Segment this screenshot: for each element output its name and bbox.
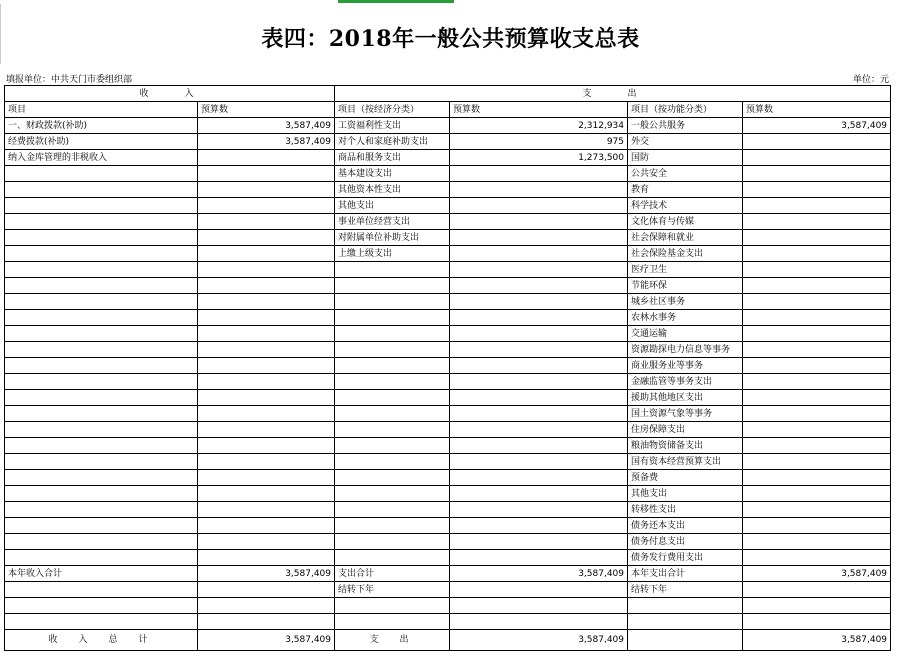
income-item-cell — [5, 406, 198, 422]
income-item-cell — [5, 422, 198, 438]
table-row — [5, 390, 891, 406]
func-item-cell: 农林水事务 — [628, 310, 743, 326]
expense-total-value: 3,587,409 — [450, 630, 628, 651]
table-row — [5, 166, 891, 182]
func-budget-cell — [743, 486, 891, 502]
col-func-budget: 预算数 — [743, 102, 891, 118]
income-budget-cell — [198, 406, 335, 422]
income-item-cell — [5, 310, 198, 326]
table-row — [5, 342, 891, 358]
table-row — [5, 358, 891, 374]
income-item-cell — [5, 518, 198, 534]
func-budget-cell — [743, 502, 891, 518]
econ-item-cell — [335, 454, 450, 470]
income-budget-cell — [198, 614, 335, 630]
col-econ-item: 项目（按经济分类） — [335, 102, 450, 118]
income-item-cell — [5, 470, 198, 486]
income-budget-cell — [198, 166, 335, 182]
econ-item-cell — [335, 502, 450, 518]
func-item-cell: 粮油物资储备支出 — [628, 438, 743, 454]
func-item-cell: 金融监管等事务支出 — [628, 374, 743, 390]
econ-item-cell: 其他支出 — [335, 198, 450, 214]
income-budget-cell — [198, 582, 335, 598]
table-row — [5, 582, 891, 598]
func-total-label — [628, 630, 743, 651]
econ-budget-cell — [450, 598, 628, 614]
func-budget-cell — [743, 294, 891, 310]
expense-section-header: 支 出 — [335, 86, 891, 102]
econ-budget-cell: 2,312,934 — [450, 118, 628, 134]
econ-budget-cell — [450, 278, 628, 294]
func-budget-cell — [743, 422, 891, 438]
income-budget-cell — [198, 342, 335, 358]
budget-table — [4, 85, 891, 651]
func-budget-cell — [743, 550, 891, 566]
func-budget-cell — [743, 534, 891, 550]
section-header-row — [5, 86, 891, 102]
income-budget-cell — [198, 230, 335, 246]
econ-item-cell — [335, 358, 450, 374]
econ-item-cell — [335, 486, 450, 502]
func-item-cell — [628, 614, 743, 630]
func-budget-cell — [743, 358, 891, 374]
econ-item-cell: 基本建设支出 — [335, 166, 450, 182]
func-budget-cell — [743, 438, 891, 454]
func-item-cell: 教育 — [628, 182, 743, 198]
income-budget-cell — [198, 278, 335, 294]
func-item-cell: 城乡社区事务 — [628, 294, 743, 310]
econ-item-cell: 对个人和家庭补助支出 — [335, 134, 450, 150]
econ-item-cell — [335, 422, 450, 438]
table-row — [5, 406, 891, 422]
table-row — [5, 278, 891, 294]
income-budget-cell: 3,587,409 — [198, 118, 335, 134]
income-budget-cell — [198, 598, 335, 614]
econ-item-cell — [335, 598, 450, 614]
income-item-cell — [5, 246, 198, 262]
func-item-cell: 国有资本经营预算支出 — [628, 454, 743, 470]
table-row — [5, 230, 891, 246]
econ-budget-cell — [450, 422, 628, 438]
col-income-budget: 预算数 — [198, 102, 335, 118]
income-section-header: 收 入 — [5, 86, 335, 102]
table-row — [5, 438, 891, 454]
econ-item-cell — [335, 262, 450, 278]
col-income-item: 项目 — [5, 102, 198, 118]
econ-item-cell — [335, 342, 450, 358]
func-item-cell: 文化体育与传媒 — [628, 214, 743, 230]
func-item-cell: 债务还本支出 — [628, 518, 743, 534]
econ-budget-cell — [450, 614, 628, 630]
econ-budget-cell — [450, 486, 628, 502]
func-item-cell: 援助其他地区支出 — [628, 390, 743, 406]
income-item-cell — [5, 582, 198, 598]
econ-item-cell: 事业单位经营支出 — [335, 214, 450, 230]
income-budget-cell — [198, 294, 335, 310]
econ-item-cell — [335, 278, 450, 294]
income-item-cell: 纳入金库管理的非税收入 — [5, 150, 198, 166]
econ-item-cell — [335, 614, 450, 630]
income-item-cell — [5, 214, 198, 230]
func-budget-cell — [743, 390, 891, 406]
func-item-cell: 转移性支出 — [628, 502, 743, 518]
table-row — [5, 118, 891, 134]
econ-item-cell: 其他资本性支出 — [335, 182, 450, 198]
func-budget-cell: 3,587,409 — [743, 566, 891, 582]
page-title: 表四：2018年一般公共预算收支总表 — [261, 26, 640, 52]
table-row — [5, 150, 891, 166]
func-item-cell: 住房保障支出 — [628, 422, 743, 438]
income-budget-cell — [198, 198, 335, 214]
econ-item-cell — [335, 310, 450, 326]
func-budget-cell — [743, 150, 891, 166]
currency-unit: 单位：元 — [852, 75, 889, 85]
table-row — [5, 518, 891, 534]
income-item-cell — [5, 454, 198, 470]
column-header-row — [5, 102, 891, 118]
func-budget-cell — [743, 278, 891, 294]
func-budget-cell — [743, 326, 891, 342]
func-budget-cell — [743, 470, 891, 486]
func-item-cell: 本年支出合计 — [628, 566, 743, 582]
func-item-cell: 外交 — [628, 134, 743, 150]
income-budget-cell — [198, 262, 335, 278]
income-budget-cell — [198, 486, 335, 502]
econ-budget-cell — [450, 470, 628, 486]
func-budget-cell — [743, 374, 891, 390]
func-item-cell: 一般公共服务 — [628, 118, 743, 134]
func-budget-cell — [743, 134, 891, 150]
econ-item-cell — [335, 438, 450, 454]
func-budget-cell: 3,587,409 — [743, 118, 891, 134]
econ-item-cell — [335, 534, 450, 550]
income-item-cell — [5, 166, 198, 182]
income-item-cell — [5, 198, 198, 214]
income-budget-cell — [198, 150, 335, 166]
econ-budget-cell — [450, 454, 628, 470]
func-budget-cell — [743, 342, 891, 358]
income-item-cell — [5, 326, 198, 342]
func-budget-cell — [743, 614, 891, 630]
econ-budget-cell — [450, 518, 628, 534]
income-item-cell — [5, 374, 198, 390]
econ-item-cell — [335, 470, 450, 486]
econ-budget-cell — [450, 262, 628, 278]
totals-row — [5, 630, 891, 651]
income-budget-cell — [198, 438, 335, 454]
income-budget-cell: 3,587,409 — [198, 566, 335, 582]
econ-budget-cell — [450, 326, 628, 342]
func-budget-cell — [743, 518, 891, 534]
func-item-cell: 国土资源气象等事务 — [628, 406, 743, 422]
econ-budget-cell: 3,587,409 — [450, 566, 628, 582]
income-budget-cell — [198, 390, 335, 406]
income-budget-cell — [198, 470, 335, 486]
income-item-cell — [5, 502, 198, 518]
income-budget-cell — [198, 246, 335, 262]
table-row — [5, 454, 891, 470]
func-item-cell: 科学技术 — [628, 198, 743, 214]
func-item-cell: 资源勘探电力信息等事务 — [628, 342, 743, 358]
table-row — [5, 182, 891, 198]
econ-item-cell — [335, 374, 450, 390]
table-row — [5, 566, 891, 582]
econ-item-cell — [335, 518, 450, 534]
income-item-cell: 一、财政拨款(补助) — [5, 118, 198, 134]
func-item-cell: 结转下年 — [628, 582, 743, 598]
table-row — [5, 374, 891, 390]
econ-budget-cell — [450, 198, 628, 214]
econ-budget-cell — [450, 438, 628, 454]
table-row — [5, 310, 891, 326]
income-budget-cell — [198, 422, 335, 438]
income-item-cell: 本年收入合计 — [5, 566, 198, 582]
econ-budget-cell — [450, 294, 628, 310]
income-budget-cell — [198, 550, 335, 566]
income-item-cell — [5, 182, 198, 198]
income-item-cell — [5, 486, 198, 502]
func-budget-cell — [743, 406, 891, 422]
table-row — [5, 246, 891, 262]
col-func-item: 项目（按功能分类） — [628, 102, 743, 118]
income-budget-cell — [198, 358, 335, 374]
econ-budget-cell — [450, 582, 628, 598]
income-total-value: 3,587,409 — [198, 630, 335, 651]
econ-budget-cell — [450, 214, 628, 230]
income-item-cell: 经费拨款(补助) — [5, 134, 198, 150]
func-budget-cell — [743, 310, 891, 326]
func-item-cell: 节能环保 — [628, 278, 743, 294]
econ-budget-cell — [450, 358, 628, 374]
income-item-cell — [5, 438, 198, 454]
func-budget-cell — [743, 582, 891, 598]
econ-item-cell — [335, 550, 450, 566]
econ-budget-cell — [450, 246, 628, 262]
func-item-cell: 交通运输 — [628, 326, 743, 342]
income-budget-cell — [198, 518, 335, 534]
func-item-cell: 社会保障和就业 — [628, 230, 743, 246]
income-item-cell — [5, 342, 198, 358]
econ-item-cell: 工资福利性支出 — [335, 118, 450, 134]
table-row — [5, 614, 891, 630]
econ-budget-cell — [450, 550, 628, 566]
econ-item-cell: 对附属单位补助支出 — [335, 230, 450, 246]
income-item-cell — [5, 614, 198, 630]
table-row — [5, 326, 891, 342]
econ-item-cell: 结转下年 — [335, 582, 450, 598]
income-budget-cell — [198, 326, 335, 342]
income-item-cell — [5, 534, 198, 550]
econ-item-cell: 上缴上级支出 — [335, 246, 450, 262]
econ-item-cell — [335, 390, 450, 406]
income-budget-cell: 3,587,409 — [198, 134, 335, 150]
expense-total-label: 支 出 — [335, 630, 450, 651]
income-budget-cell — [198, 182, 335, 198]
table-row — [5, 550, 891, 566]
econ-budget-cell — [450, 534, 628, 550]
econ-budget-cell: 1,273,500 — [450, 150, 628, 166]
func-item-cell: 预备费 — [628, 470, 743, 486]
func-item-cell: 社会保险基金支出 — [628, 246, 743, 262]
func-item-cell: 公共安全 — [628, 166, 743, 182]
func-item-cell: 商业服务业等事务 — [628, 358, 743, 374]
income-budget-cell — [198, 214, 335, 230]
func-budget-cell — [743, 230, 891, 246]
func-item-cell: 医疗卫生 — [628, 262, 743, 278]
func-item-cell: 债务发行费用支出 — [628, 550, 743, 566]
income-item-cell — [5, 358, 198, 374]
econ-budget-cell — [450, 342, 628, 358]
income-item-cell — [5, 230, 198, 246]
func-budget-cell — [743, 454, 891, 470]
econ-budget-cell — [450, 390, 628, 406]
func-budget-cell — [743, 198, 891, 214]
income-item-cell — [5, 294, 198, 310]
func-total-value: 3,587,409 — [743, 630, 891, 651]
func-item-cell: 债务付息支出 — [628, 534, 743, 550]
func-item-cell: 国防 — [628, 150, 743, 166]
econ-budget-cell — [450, 166, 628, 182]
table-row — [5, 470, 891, 486]
econ-budget-cell — [450, 310, 628, 326]
table-row — [5, 502, 891, 518]
income-item-cell — [5, 598, 198, 614]
econ-item-cell: 支出合计 — [335, 566, 450, 582]
table-row — [5, 198, 891, 214]
income-item-cell — [5, 262, 198, 278]
report-unit: 填报单位：中共天门市委组织部 — [6, 75, 133, 85]
func-budget-cell — [743, 166, 891, 182]
func-budget-cell — [743, 262, 891, 278]
func-budget-cell — [743, 598, 891, 614]
table-row — [5, 534, 891, 550]
income-budget-cell — [198, 454, 335, 470]
income-total-label: 收 入 总 计 — [5, 630, 198, 651]
econ-budget-cell — [450, 374, 628, 390]
table-row — [5, 422, 891, 438]
func-budget-cell — [743, 246, 891, 262]
econ-budget-cell — [450, 406, 628, 422]
table-row — [5, 262, 891, 278]
income-budget-cell — [198, 310, 335, 326]
table-row — [5, 294, 891, 310]
income-budget-cell — [198, 374, 335, 390]
income-item-cell — [5, 550, 198, 566]
func-item-cell: 其他支出 — [628, 486, 743, 502]
table-row — [5, 214, 891, 230]
income-budget-cell — [198, 534, 335, 550]
econ-budget-cell: 975 — [450, 134, 628, 150]
econ-item-cell — [335, 326, 450, 342]
econ-budget-cell — [450, 502, 628, 518]
econ-item-cell: 商品和服务支出 — [335, 150, 450, 166]
income-item-cell — [5, 390, 198, 406]
table-row — [5, 598, 891, 614]
col-econ-budget: 预算数 — [450, 102, 628, 118]
func-budget-cell — [743, 214, 891, 230]
income-item-cell — [5, 278, 198, 294]
func-budget-cell — [743, 182, 891, 198]
econ-budget-cell — [450, 182, 628, 198]
func-item-cell — [628, 598, 743, 614]
econ-budget-cell — [450, 230, 628, 246]
table-row — [5, 134, 891, 150]
econ-item-cell — [335, 406, 450, 422]
econ-item-cell — [335, 294, 450, 310]
table-row — [5, 486, 891, 502]
income-budget-cell — [198, 502, 335, 518]
active-tab-indicator — [338, 0, 454, 3]
